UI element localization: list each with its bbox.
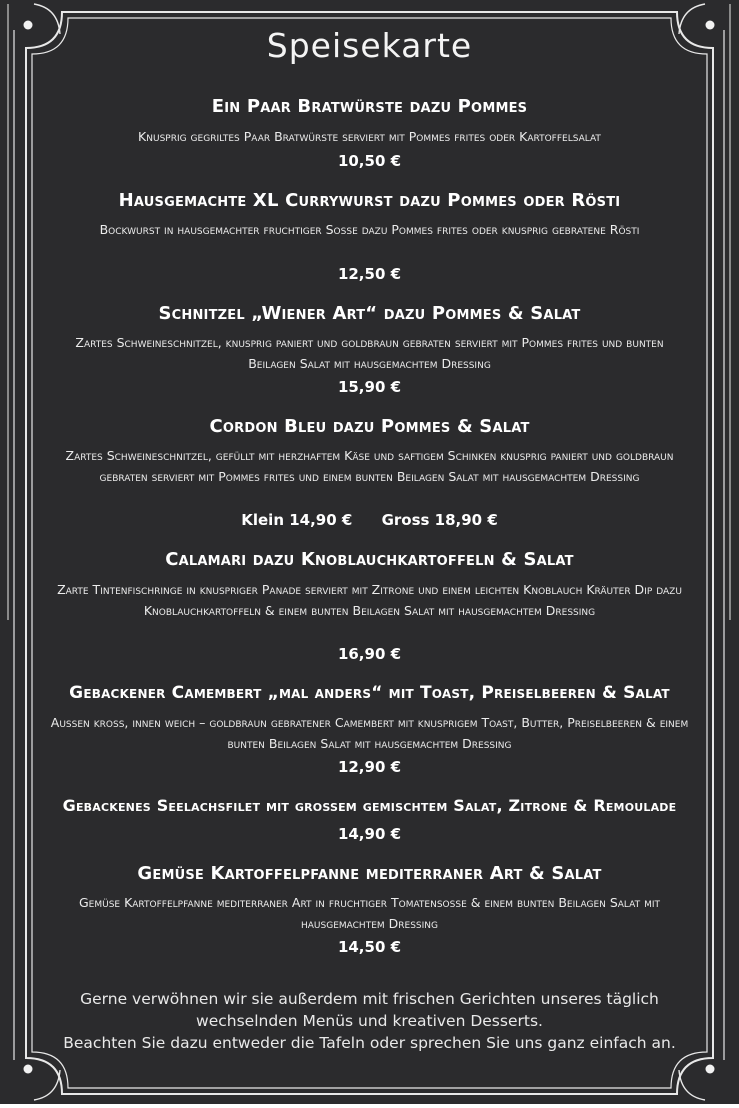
menu-item-price: 12,50 € [337, 265, 402, 283]
menu-item-title: Gebackenes Seelachsfilet mit grossem gemischtem Salat, Zitrone & Remoulade [62, 796, 677, 815]
menu-item-price: 14,50 € [337, 938, 402, 956]
menu-item-title: Hausgemachte XL Currywurst dazu Pommes oder Rösti [118, 190, 621, 211]
menu-item-description: Zartes Schweineschnitzel, gefüllt mit herzhaftem Käse und saftigem Schinken knusprig paniert und goldbraun gebraten serviert mit Pommes frites und einem bunten Beilagen Salat mit hausgemachtem Dressing [65, 448, 674, 484]
menu-item-title: Gemüse Kartoffelpfanne mediterraner Art & Salat [137, 863, 602, 884]
menu-item-title: Gebackener Camembert „mal anders“ mit Toast, Preiselbeeren & Salat [69, 683, 670, 703]
corner-dot-bottom-left [24, 1065, 33, 1074]
price-small: Klein 14,90 € [241, 511, 353, 529]
menu-item-description: Aussen kross, innen weich – goldbraun gebratener Camembert mit knusprigem Toast, Butter, Preiselbeeren & einem bunten Beilagen Salat mit hausgemachtem Dressing [50, 715, 689, 751]
menu-item-title: Calamari dazu Knoblauchkartoffeln & Salat [165, 549, 574, 570]
menu-item-price: 16,90 € [337, 645, 402, 663]
footer-line: Gerne verwöhnen wir sie außerdem mit frischen Gerichten unseres täglich [80, 990, 659, 1008]
menu-item-price-group [0, 511, 739, 529]
menu-item-title: Schnitzel „Wiener Art“ dazu Pommes & Salat [158, 303, 581, 324]
menu-item-description: Zarte Tintenfischringe in knuspriger Panade serviert mit Zitrone und einem leichten Knoblauch Kräuter Dip dazu Knoblauchkartoffeln & einem bunten Beilagen Salat mit hausgemachtem Dressing [57, 582, 682, 618]
corner-dot-bottom-right [706, 1065, 715, 1074]
menu-item-description: Zartes Schweineschnitzel, knusprig paniert und goldbraun gebraten serviert mit Pommes frites und bunten Beilagen Salat mit hausgemachtem Dressing [75, 335, 664, 371]
footer-line: Beachten Sie dazu entweder die Tafeln oder sprechen Sie uns ganz einfach an. [63, 1034, 676, 1052]
menu-item-price: 14,90 € [337, 825, 402, 843]
menu-item-price: 15,90 € [337, 378, 402, 396]
menu-item-price: 10,50 € [337, 152, 402, 170]
menu-item-title: Cordon Bleu dazu Pommes & Salat [209, 416, 530, 437]
menu-item-title: Ein Paar Bratwürste dazu Pommes [211, 96, 528, 117]
menu-item-description: Bockwurst in hausgemachter fruchtiger Sosse dazu Pommes frites oder knusprig gebratene Rösti [99, 222, 640, 237]
menu-item-description: Gemüse Kartoffelpfanne mediterraner Art in fruchtiger Tomatensosse & einem bunten Beilagen Salat mit hausgemachtem Dressing [78, 895, 660, 931]
menu-item-description: Knusprig gegriltes Paar Bratwürste serviert mit Pommes frites oder Kartoffelsalat [138, 129, 601, 144]
menu-item-price: 12,90 € [337, 758, 402, 776]
page-title: Speisekarte [266, 26, 473, 65]
price-large: Gross 18,90 € [381, 511, 498, 529]
footer-note [40, 988, 699, 1054]
footer-line: wechselnden Menüs und kreativen Desserts. [196, 1012, 543, 1030]
